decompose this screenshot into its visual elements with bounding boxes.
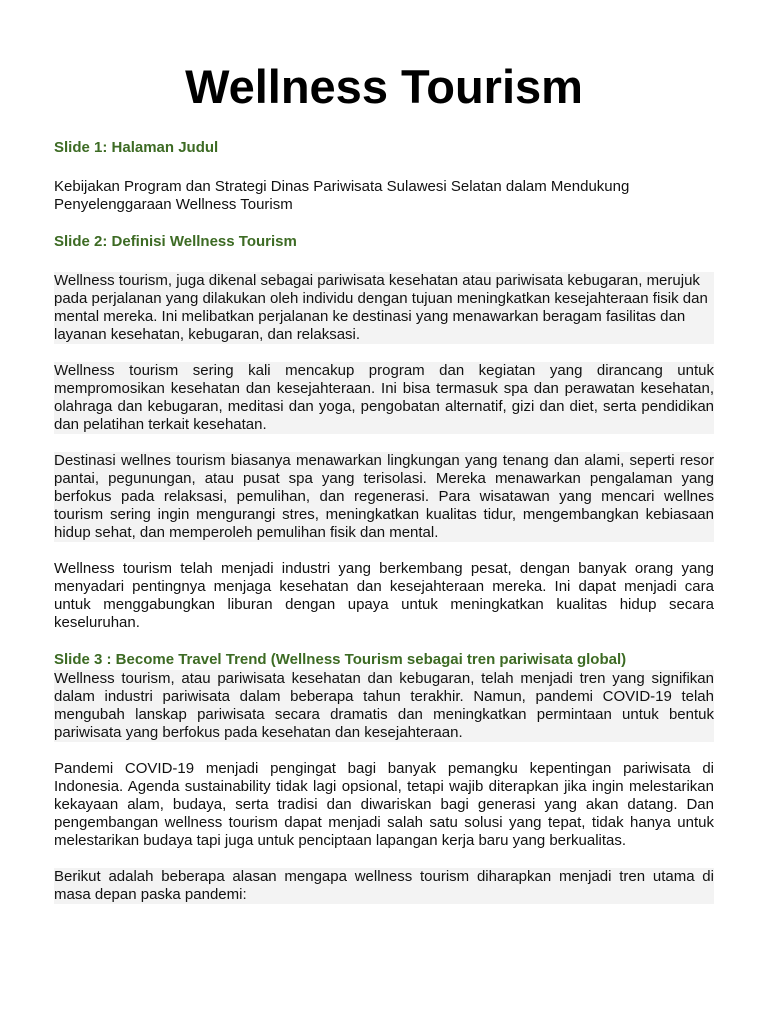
slide2-heading: Slide 2: Definisi Wellness Tourism [54,233,297,250]
document-title: Wellness Tourism [185,60,583,113]
slide2-paragraph: Wellness tourism sering kali mencakup program dan kegiatan yang dirancang untuk mempromosikan kesehatan dan kesejahteraan. Ini bisa termasuk spa dan perawatan kesehatan, olahraga dan kebugaran, meditasi dan yoga, pengobatan alternatif, gizi dan diet, serta pendidikan dan pelatihan terkait kesehatan. [54,362,714,433]
slide2-paragraph: Destinasi wellnes tourism biasanya menawarkan lingkungan yang tenang dan alami, seperti resor pantai, pegunungan, atau pusat spa yang terisolasi. Mereka menawarkan pengalaman yang berfokus pada relaksasi, pemulihan, dan regenerasi. Para wisatawan yang mencari wellnes tourism sering ingin mengurangi stres, meningkatkan kualitas tidur, mengembangkan kebiasaan hidup sehat, dan memperoleh pemulihan fisik dan mental. [54,452,714,541]
slide3-paragraph: Wellness tourism, atau pariwisata kesehatan dan kebugaran, telah menjadi tren yang signifikan dalam industri pariwisata dalam beberapa tahun terakhir. Namun, pandemi COVID-19 telah mengubah lanskap pariwisata secara dramatis dan meningkatkan permintaan untuk bentuk pariwisata yang berfokus pada kesehatan dan kesejahteraan. [54,670,714,741]
slide1-heading: Slide 1: Halaman Judul [54,139,219,156]
slide3-heading: Slide 3 : Become Travel Trend (Wellness Tourism sebagai tren pariwisata global) [54,651,627,668]
slide2-paragraph: Wellness tourism telah menjadi industri yang berkembang pesat, dengan banyak orang yang menyadari pentingnya menjaga kesehatan dan kesejahteraan mereka. Ini dapat menjadi cara untuk menggabungkan liburan dengan upaya untuk meningkatkan kualitas hidup secara keseluruhan. [54,560,714,631]
document-body [54,138,714,904]
slide2-paragraph: Wellness tourism, juga dikenal sebagai pariwisata kesehatan atau pariwisata kebugaran, merujuk pada perjalanan yang dilakukan oleh individu dengan tujuan meningkatkan kesejahteraan fisik dan mental mereka. Ini melibatkan perjalanan ke destinasi yang menawarkan beragam fasilitas dan layanan kesehatan, kebugaran, dan relaksasi. [54,272,714,344]
slide3-paragraph: Berikut adalah beberapa alasan mengapa wellness tourism diharapkan menjadi tren utama di masa depan paska pandemi: [54,868,714,903]
slide1-text: Kebijakan Program dan Strategi Dinas Pariwisata Sulawesi Selatan dalam Mendukung Penyelenggaraan Wellness Tourism [54,178,630,213]
slide3-paragraph: Pandemi COVID-19 menjadi pengingat bagi banyak pemangku kepentingan pariwisata di Indonesia. Agenda sustainability tidak lagi opsional, tetapi wajib diterapkan jika ingin melestarikan kekayaan alam, budaya, serta tradisi dan diwariskan bagi generasi yang akan datang. Dan pengembangan wellness tourism dapat menjadi salah satu solusi yang tepat, tidak hanya untuk melestarikan budaya tapi juga untuk penciptaan lapangan kerja baru yang berkualitas. [54,760,714,849]
